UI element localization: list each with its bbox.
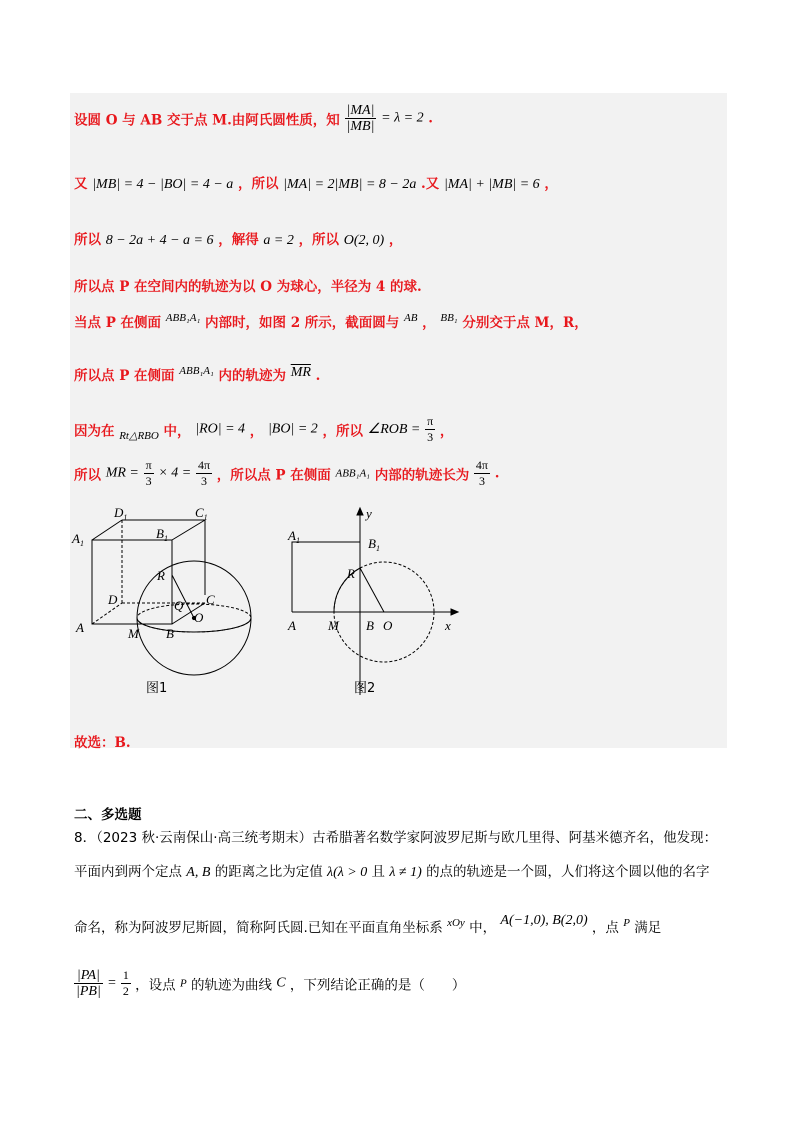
numerator: |PA| xyxy=(74,968,103,984)
text: 当点 P 在侧面 xyxy=(74,315,162,331)
question-line-1: 8．（2023 秋·云南保山·高三统考期末）古希腊著名数学家阿波罗尼斯与欧几里得、阿基米德齐名，他发现： xyxy=(74,830,718,846)
text: ， xyxy=(544,176,558,192)
label-o: O xyxy=(383,618,393,633)
figure-1-labels xyxy=(71,505,215,641)
label-c: C xyxy=(206,592,215,607)
numerator: 4π xyxy=(475,458,488,472)
numerator: |MA| xyxy=(346,103,375,118)
solution-line-5 xyxy=(74,311,588,331)
text: 内的轨迹为 xyxy=(218,368,286,384)
text: 因为在 xyxy=(74,423,115,440)
label-a: A xyxy=(76,620,84,635)
text: 分别交于点 M，R， xyxy=(462,315,588,331)
label-r: R xyxy=(157,568,165,583)
lambda-eq: = λ = 2 xyxy=(381,110,424,126)
figure-2-caption: 图2 xyxy=(354,681,376,696)
text: ，所以点 P 在侧面 xyxy=(216,467,331,484)
text: ，所以 xyxy=(322,423,363,440)
text: ， xyxy=(422,315,436,331)
label-m: M xyxy=(128,626,139,641)
math: ∠ROB = xyxy=(367,422,421,437)
math: |RO| = 4 xyxy=(195,421,246,437)
math: P xyxy=(179,977,187,990)
y-axis-arrow xyxy=(357,508,363,515)
answer-text: 故选：B. xyxy=(74,735,131,751)
label-c1: $C_1$ xyxy=(195,505,208,522)
cube-edge xyxy=(172,520,205,540)
solution-line-7 xyxy=(74,414,453,445)
solution-line-3 xyxy=(74,228,402,249)
math: = xyxy=(107,975,117,991)
math: A(−1,0), B(2,0) xyxy=(500,913,588,928)
math: BB₁ xyxy=(440,312,458,324)
label-r: R xyxy=(347,566,355,581)
text: 内部的轨迹长为 xyxy=(374,467,470,484)
fraction-4pi-3 xyxy=(196,458,212,489)
text: 所以点 P 在空间内的轨迹为以 O 为球心，半径为 4 的球. xyxy=(74,279,422,295)
denominator: 2 xyxy=(122,984,129,998)
math: |MA| + |MB| = 6 xyxy=(443,177,540,192)
text: 设圆 O 与 AB 交于点 M.由阿氏圆性质，知 xyxy=(74,112,340,129)
text: ，解得 xyxy=(218,232,259,248)
math: AB xyxy=(404,312,418,324)
text: 所以 xyxy=(74,232,101,248)
math: Rt△RBO xyxy=(119,430,159,442)
text: 的距离之比为定值 xyxy=(214,864,323,880)
x-axis-arrow xyxy=(451,609,458,615)
math: × 4 = xyxy=(158,465,192,481)
section-title: 二、多选题 xyxy=(74,807,142,823)
text: ，所以 xyxy=(237,176,279,192)
text: 内部时，如图 2 所示，截面圆与 xyxy=(205,315,400,331)
label-y: y xyxy=(366,506,372,521)
numerator: π xyxy=(145,458,152,472)
label-d1: $D_1$ xyxy=(114,505,128,522)
math: A, B xyxy=(186,865,211,880)
question-line-2 xyxy=(74,860,710,881)
label-a1: $A_1$ xyxy=(72,531,84,548)
text: ，所以 xyxy=(298,232,340,248)
denominator: |PB| xyxy=(76,984,101,999)
denominator: 3 xyxy=(478,474,485,488)
solution-line-4 xyxy=(74,275,422,295)
numerator: 4π xyxy=(197,458,211,472)
text: . xyxy=(315,368,321,384)
text: 中， xyxy=(163,423,191,440)
math: ABB₁A₁ xyxy=(165,312,201,324)
cube-hidden-edge xyxy=(92,603,122,624)
text: . xyxy=(428,110,433,127)
solution-line-1 xyxy=(74,103,433,134)
text: 所以 xyxy=(74,467,101,484)
fraction-ma-mb xyxy=(345,103,377,134)
text: 的轨迹为曲线 xyxy=(190,977,272,994)
math: a = 2 xyxy=(263,233,294,248)
label-b1: $B_1$ xyxy=(156,526,168,543)
text: ， xyxy=(439,423,454,440)
math: λ(λ > 0 xyxy=(327,865,368,880)
text: ，下列结论正确的是（ ） xyxy=(289,977,466,994)
text: ， xyxy=(249,423,264,440)
figure-1-caption: 图1 xyxy=(146,681,168,696)
math: 8 − 2a + 4 − a = 6 xyxy=(105,233,214,248)
math: O(2, 0) xyxy=(343,233,385,248)
geometry-figures xyxy=(70,500,490,705)
question-line-3 xyxy=(74,913,661,936)
fraction-4pi-3 xyxy=(474,458,490,489)
question-line-4 xyxy=(74,968,465,999)
text: 且 xyxy=(371,864,386,880)
label-d: D xyxy=(108,592,118,607)
numerator: 1 xyxy=(122,968,129,982)
fraction-pa-pb xyxy=(74,968,103,999)
solution-line-8 xyxy=(74,458,499,489)
text: 平面内到两个定点 xyxy=(74,864,182,880)
fraction-pi-3 xyxy=(425,414,435,445)
solution-line-2 xyxy=(74,172,558,193)
math: ABB₁A₁ xyxy=(335,467,371,480)
text: .又 xyxy=(421,176,440,192)
denominator: 3 xyxy=(200,474,207,488)
figure-2-labels xyxy=(287,506,451,633)
label-q: Q xyxy=(174,598,184,613)
numerator: π xyxy=(427,414,434,428)
math: |MB| = 4 − |BO| = 4 − a xyxy=(92,177,234,192)
arc-mr-expr: MR = xyxy=(105,465,139,481)
denominator: 3 xyxy=(145,474,152,488)
text: ， xyxy=(388,232,403,248)
text: 的点的轨迹是一个圆，人们将这个圆以他的名字 xyxy=(426,864,710,880)
label-a: A xyxy=(288,618,296,633)
label-x: x xyxy=(445,618,451,633)
math: P xyxy=(623,917,630,929)
denominator: 3 xyxy=(427,430,434,444)
label-b: B xyxy=(166,626,174,641)
answer-line xyxy=(74,731,131,751)
text: 又 xyxy=(74,176,88,192)
text: 满足 xyxy=(634,920,662,936)
math: xOy xyxy=(447,917,465,929)
label-a1: $A_1$ xyxy=(288,528,300,545)
fraction-half xyxy=(121,968,131,999)
text: ，设点 xyxy=(135,977,176,994)
text: 所以点 P 在侧面 xyxy=(74,368,175,384)
segment-ro xyxy=(360,568,384,612)
label-m: M xyxy=(328,618,339,633)
text: 命名，称为阿波罗尼斯圆，简称阿氏圆.已知在平面直角坐标系 xyxy=(74,920,443,936)
math: ABB₁A₁ xyxy=(179,365,214,377)
text: ，点 xyxy=(591,920,619,936)
solution-line-6 xyxy=(74,364,320,384)
label-b1: $B_1$ xyxy=(368,536,380,553)
cube-edge xyxy=(92,520,122,540)
label-b: B xyxy=(366,618,374,633)
label-o: O xyxy=(194,610,204,625)
math: |MA| = 2|MB| = 8 − 2a xyxy=(283,177,417,192)
denominator: |MB| xyxy=(346,119,375,134)
text: 中， xyxy=(469,920,497,936)
math: |BO| = 2 xyxy=(267,421,318,437)
fraction-pi-3 xyxy=(144,458,154,489)
arc-mr: $\overline{MR}$ xyxy=(290,365,311,380)
math: λ ≠ 1) xyxy=(389,865,422,880)
math: C xyxy=(276,975,286,991)
text: . xyxy=(494,465,500,482)
